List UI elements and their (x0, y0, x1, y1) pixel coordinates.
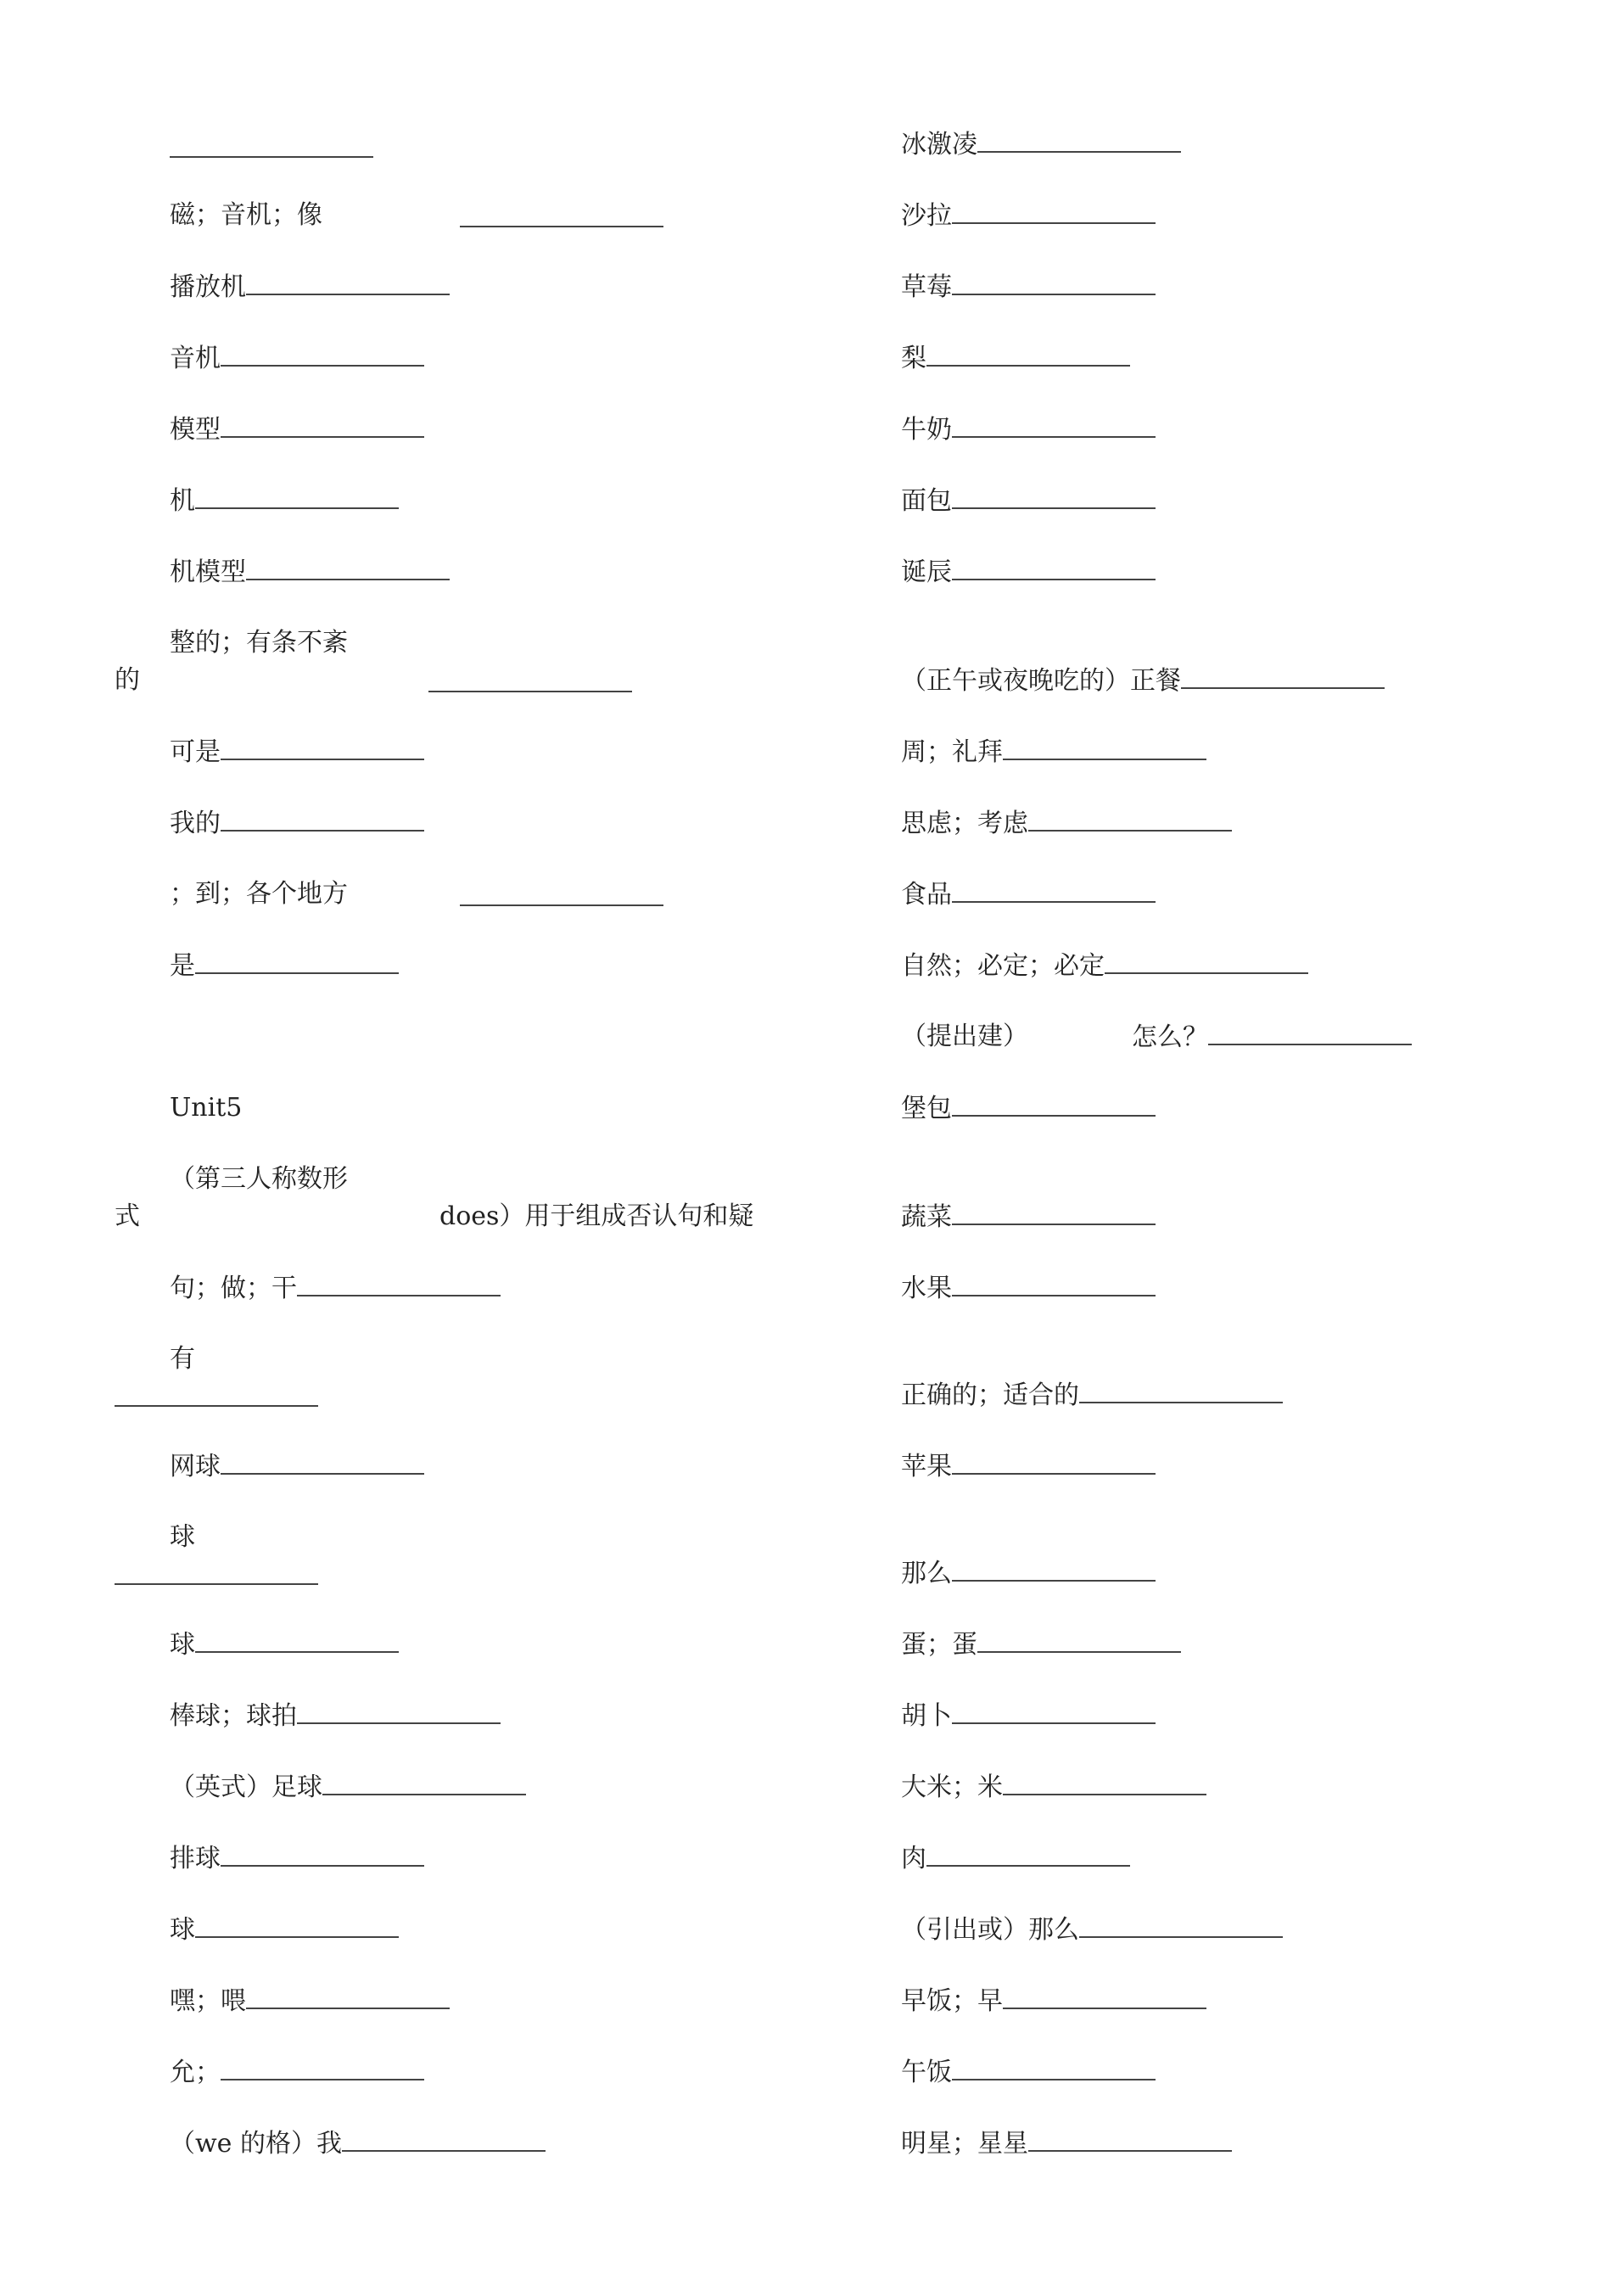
vocab-item (901, 557, 1156, 588)
blank-line[interactable] (221, 414, 424, 438)
vocab-label: 面包 (901, 486, 952, 516)
vocab-item (170, 808, 424, 839)
vocab-label: 自然；必定；必定 (901, 951, 1105, 981)
blank-line[interactable] (297, 1700, 501, 1724)
blank-line[interactable] (952, 414, 1156, 438)
vocab-label: 嘿；喂 (170, 1986, 246, 2016)
blank-line[interactable] (221, 343, 424, 367)
blank-line[interactable] (221, 736, 424, 760)
vocab-label: （we 的格）我 (170, 2129, 342, 2159)
blank-line[interactable] (1181, 665, 1385, 689)
vocab-item (901, 414, 1156, 445)
vocab-label: 的 (115, 665, 140, 695)
vocab-label: 草莓 (901, 272, 952, 302)
blank-line[interactable] (460, 226, 663, 227)
vocab-label: 是 (170, 951, 195, 981)
vocab-label: 球 (170, 1915, 195, 1945)
vocab-item (170, 628, 348, 658)
vocab-item (901, 1629, 1181, 1660)
vocab-item (170, 1164, 348, 1195)
vocab-label: 苹果 (901, 1452, 952, 1481)
unit-heading (170, 1093, 242, 1123)
blank-line[interactable] (1208, 1022, 1412, 1045)
vocab-item (170, 1344, 195, 1375)
vocab-item (170, 1843, 424, 1874)
blank-line[interactable] (1079, 1914, 1283, 1938)
blank-line[interactable] (952, 485, 1156, 509)
vocab-label: 思虑；考虑 (901, 809, 1028, 838)
vocab-label: 诞辰 (901, 557, 952, 587)
vocab-label: 排球 (170, 1844, 221, 1873)
blank-line[interactable] (952, 2057, 1156, 2080)
blank-line[interactable] (246, 557, 450, 580)
vocab-item (170, 736, 424, 768)
vocab-item (901, 2057, 1156, 2088)
blank-line[interactable] (977, 1629, 1181, 1653)
vocab-item (170, 485, 399, 517)
blank-line[interactable] (1003, 1772, 1206, 1795)
vocab-item (170, 1985, 450, 2017)
blank-line[interactable] (952, 1273, 1156, 1296)
vocab-item (170, 1914, 399, 1946)
blank-line[interactable] (952, 1700, 1156, 1724)
vocab-item (170, 879, 348, 910)
vocab-label: 式 (115, 1201, 140, 1231)
vocab-item (170, 200, 322, 231)
vocab-label: 蔬菜 (901, 1202, 952, 1232)
blank-line[interactable] (952, 1558, 1156, 1582)
unit-title: Unit5 (170, 1093, 243, 1123)
vocab-item (901, 665, 1385, 697)
vocab-item (170, 2057, 424, 2088)
vocab-label: 沙拉 (901, 201, 952, 231)
vocab-label: 怎么？ (1132, 1022, 1208, 1052)
vocab-item (901, 1451, 1156, 1482)
vocab-label: 播放机 (170, 272, 246, 302)
vocab-item (901, 808, 1232, 839)
blank-line[interactable] (221, 1451, 424, 1475)
vocab-label: 机 (170, 486, 195, 516)
vocab-label: 堡包 (901, 1094, 952, 1123)
vocab-item (170, 1629, 399, 1660)
vocab-item (901, 485, 1156, 517)
blank-line[interactable] (1028, 808, 1232, 832)
vocab-label: 球 (170, 1630, 195, 1660)
vocab-item (901, 1022, 1028, 1052)
blank-line[interactable] (952, 1201, 1156, 1225)
blank-line[interactable] (952, 1451, 1156, 1475)
vocab-label: 明星；星星 (901, 2129, 1028, 2159)
blank-line[interactable] (1079, 1380, 1283, 1403)
vocab-label: 句；做；干 (170, 1274, 297, 1303)
vocab-item (170, 557, 450, 588)
vocab-item (901, 1700, 1156, 1732)
vocab-label: 网球 (170, 1452, 221, 1481)
vocab-label: （英式）足球 (170, 1772, 322, 1802)
vocab-label: 那么 (901, 1559, 952, 1588)
blank-line[interactable] (195, 950, 399, 974)
vocab-item (901, 1201, 1156, 1233)
vocab-label: （引出或）那么 (901, 1915, 1079, 1945)
blank-line[interactable] (926, 1843, 1130, 1867)
vocab-label: 球 (170, 1522, 195, 1552)
vocab-label: 棒球；球拍 (170, 1701, 297, 1731)
vocab-label: 冰激凌 (901, 130, 977, 160)
vocab-label: 水果 (901, 1274, 952, 1303)
blank-line[interactable] (221, 1843, 424, 1867)
vocab-item (901, 2128, 1232, 2159)
vocab-item (170, 950, 399, 982)
vocab-label: 食品 (901, 880, 952, 910)
vocab-item (901, 1273, 1156, 1304)
vocab-label: 整的；有条不紊 (170, 628, 348, 658)
vocab-item (901, 1093, 1156, 1124)
blank-line[interactable] (926, 343, 1130, 367)
vocab-label: 允； (170, 2058, 221, 2087)
vocab-item (901, 1772, 1206, 1803)
vocab-label: 有 (170, 1344, 195, 1374)
vocab-label: 我的 (170, 809, 221, 838)
blank-line[interactable] (170, 156, 373, 158)
vocab-item (901, 879, 1156, 910)
vocab-item (170, 343, 424, 374)
vocab-item (170, 1451, 424, 1482)
vocab-item (115, 1201, 140, 1232)
blank-line[interactable] (952, 1093, 1156, 1117)
vocab-item (901, 200, 1156, 232)
blank-line[interactable] (1003, 1985, 1206, 2009)
vocab-item (901, 1914, 1283, 1946)
blank-line[interactable] (952, 272, 1156, 295)
vocab-label: 早饭；早 (901, 1986, 1003, 2016)
blank-line[interactable] (221, 2057, 424, 2080)
vocab-item (115, 665, 140, 696)
vocab-label: ；到；各个地方 (170, 879, 348, 909)
blank-line[interactable] (952, 557, 1156, 580)
blank-line[interactable] (221, 808, 424, 832)
blank-line[interactable] (952, 879, 1156, 903)
vocab-item (901, 272, 1156, 303)
vocab-label: 音机 (170, 344, 221, 373)
vocab-label: 磁；音机；像 (170, 200, 322, 230)
vocab-label: 可是 (170, 737, 221, 767)
blank-line[interactable] (322, 1772, 526, 1795)
blank-line[interactable] (342, 2128, 546, 2152)
vocab-label: 机模型 (170, 557, 246, 587)
blank-line[interactable] (1105, 950, 1308, 974)
vocab-label: （提出建） (901, 1022, 1028, 1051)
blank-line[interactable] (195, 485, 399, 509)
vocab-label: 蛋；蛋 (901, 1630, 977, 1660)
vocab-item (901, 1843, 1130, 1874)
vocab-label: does）用于组成否认句和疑 (439, 1201, 754, 1231)
vocab-label: 胡卜 (901, 1701, 952, 1731)
vocab-item (170, 1273, 501, 1304)
vocab-label: 牛奶 (901, 415, 952, 445)
vocab-item (901, 1985, 1206, 2017)
blank-line[interactable] (115, 1583, 318, 1585)
vocab-label: 梨 (901, 344, 926, 373)
vocab-item (901, 736, 1206, 768)
blank-line[interactable] (246, 272, 450, 295)
vocab-item (170, 272, 450, 303)
vocab-item (170, 414, 424, 445)
vocab-label: 正确的；适合的 (901, 1380, 1079, 1410)
blank-line[interactable] (297, 1273, 501, 1296)
vocab-label: 肉 (901, 1844, 926, 1873)
vocab-label: 周；礼拜 (901, 737, 1003, 767)
vocab-item (901, 950, 1308, 982)
vocab-item (170, 1522, 195, 1553)
blank-line[interactable] (246, 1985, 450, 2009)
blank-line[interactable] (1028, 2128, 1232, 2152)
vocab-item (439, 1201, 753, 1232)
vocab-label: 午饭 (901, 2058, 952, 2087)
blank-line[interactable] (977, 129, 1181, 153)
vocab-label: 模型 (170, 415, 221, 445)
blank-line[interactable] (460, 904, 663, 906)
vocab-item (901, 1558, 1156, 1589)
vocab-label: （正午或夜晚吃的）正餐 (901, 666, 1181, 696)
vocab-item (170, 1772, 526, 1803)
vocab-item (901, 343, 1130, 374)
vocab-item (901, 129, 1181, 160)
vocab-label: （第三人称数形 (170, 1164, 348, 1194)
vocab-item (901, 1380, 1283, 1411)
blank-line[interactable] (195, 1914, 399, 1938)
vocab-label: 大米；米 (901, 1772, 1003, 1802)
vocab-item (170, 1700, 501, 1732)
blank-line[interactable] (195, 1629, 399, 1653)
vocab-item (170, 2128, 546, 2159)
blank-line[interactable] (428, 691, 632, 692)
blank-line[interactable] (1003, 736, 1206, 760)
blank-line[interactable] (115, 1405, 318, 1407)
blank-line[interactable] (952, 200, 1156, 224)
vocab-item (1132, 1022, 1412, 1053)
